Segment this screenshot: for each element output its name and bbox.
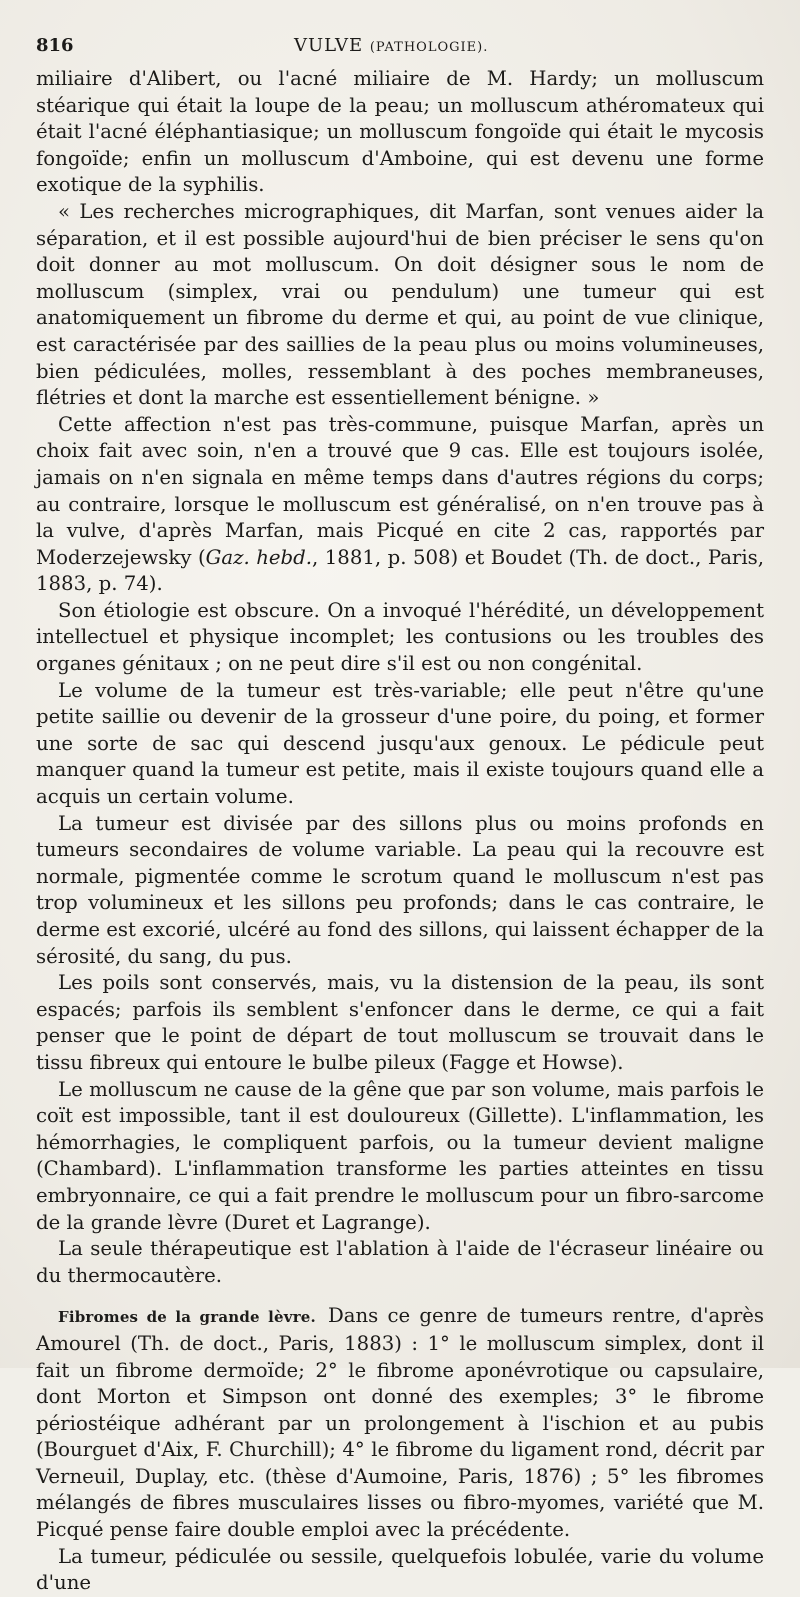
paragraph: La seule thérapeutique est l'ablation à l'aide de l'écraseur linéaire ou du thermocautère. xyxy=(36,1237,764,1287)
running-title xyxy=(196,26,764,68)
paragraph: Le molluscum ne cause de la gêne que par son volume, mais parfois le coït est impossible, tant il est douloureux (Gillette). L'inflammation, les hémorrhagies, le compliquent parfois, ou la tumeur devient maligne (Chambard). L'inflammation transforme les parties atteintes en tissu embryonnaire, ce qui a fait prendre le molluscum pour un fibro-sarcome de la grande lèvre (Duret et Lagrange). xyxy=(36,1077,764,1234)
paragraph: Les poils sont conservés, mais, vu la distension de la peau, ils sont espacés; parfois ils semblent s'enfoncer dans le derme, ce qui a fait penser que le point de départ de tout molluscum se trouvait dans le tissu fibreux qui entoure le bulbe pileux (Fagge et Howse). xyxy=(36,971,764,1074)
section-heading: Fibromes de la grande lèvre. xyxy=(58,1308,316,1327)
running-header xyxy=(36,26,764,66)
citation-italic: Gaz. hebd. xyxy=(205,545,313,569)
paragraph-text: , 1881, p. 508) et xyxy=(312,545,485,569)
section-fibromes xyxy=(36,1303,764,1543)
paragraph: La tumeur est divisée par des sillons plus ou moins profonds en tumeurs secondaires de volume variable. La peau qui la recouvre est normale, pigmentée comme le scrotum quand le molluscum n'est pas trop volumineux et les sillons peu profonds; dans le cas contraire, le derme est excorié, ulcéré au fond des sillons, qui laissent échapper de la sérosité, du sang, du pus. xyxy=(36,811,764,968)
running-title-sub: (PATHOLOGIE). xyxy=(369,40,489,55)
paragraph: « Les recherches micrographiques, dit Marfan, sont venues aider la séparation, et il est possible aujourd'hui de bien préciser le sens qu'on doit donner au mot molluscum. On doit désigner sous le nom de molluscum (simplex, vrai ou pendulum) une tumeur qui est anatomiquement un fibrome du derme et qui, au point de vue clinique, est caractérisée par des saillies de la peau plus ou moins volumineuses, bien pédiculées, molles, ressemblant à des poches membraneuses, flétries et dont la marche est essentiellement bénigne. » xyxy=(36,199,764,410)
paragraph: miliaire d'Alibert, ou l'acné miliaire de M. Hardy; un molluscum stéarique qui était la loupe de la peau; un molluscum athéromateux qui était l'acné éléphantiasique; un molluscum fongoïde qui était le mycosis fongoïde; enfin un molluscum d'Amboine, qui est devenu une forme exotique de la syphilis. xyxy=(36,67,764,197)
paragraph-text: Cette affection n'est pas très-commune, puisque Marfan, après un choix fait avec soin, n'en a trouvé que 9 cas. Elle est toujours isolée, jamais on n'en signala en même temps dans d'autres régions du corps; au contraire, lorsque le molluscum est généralisé, on n'en trouve pas à la vulve, d'après Marfan, mais Picqué en cite 2 cas, rapportés par Moderzejewsky ( xyxy=(36,412,764,569)
paragraph: La tumeur, pédiculée ou sessile, quelquefois lobulée, varie du volume d'une xyxy=(36,1544,764,1595)
page-number: 816 xyxy=(36,35,74,56)
body-text xyxy=(36,66,764,1597)
running-title-main: VULVE xyxy=(294,35,364,56)
paragraph xyxy=(36,412,764,598)
paragraph: Le volume de la tumeur est très-variable; elle peut n'être qu'une petite saillie ou devenir de la grosseur d'une poire, du poing, et former une sorte de sac qui descend jusqu'aux genoux. Le pédicule peut manquer quand la tumeur est petite, mais il existe toujours quand elle a acquis un certain volume. xyxy=(36,678,764,809)
paragraph-text: Boudet (Th. de doct., Paris, 1883, p. 74). xyxy=(36,545,765,596)
section-body: Dans ce genre de tumeurs rentre, d'après Amourel (Th. de doct., Paris, 1883) : 1° le molluscum simplex, dont il fait un fibrome dermoïde; 2° le fibrome aponévrotique ou capsulaire, dont Morton et Simpson ont donné des exemples; 3° le fibrome périostéique adhérant par un prolongement à l'ischion et au pubis (Bourguet d'Aix, F. Churchill); 4° le fibrome du ligament rond, décrit par Verneuil, Duplay, etc. (thèse d'Aumoine, Paris, 1876) ; 5° les fibromes mélangés de fibres musculaires lisses ou fibro-myomes, variété que M. Picqué pense faire double emploi avec la précédente. xyxy=(36,1304,764,1542)
paragraph: Son étiologie est obscure. On a invoqué l'hérédité, un développement intellectuel et physique incomplet; les contusions ou les troubles des organes génitaux ; on ne peut dire s'il est ou non congénital. xyxy=(36,598,764,676)
